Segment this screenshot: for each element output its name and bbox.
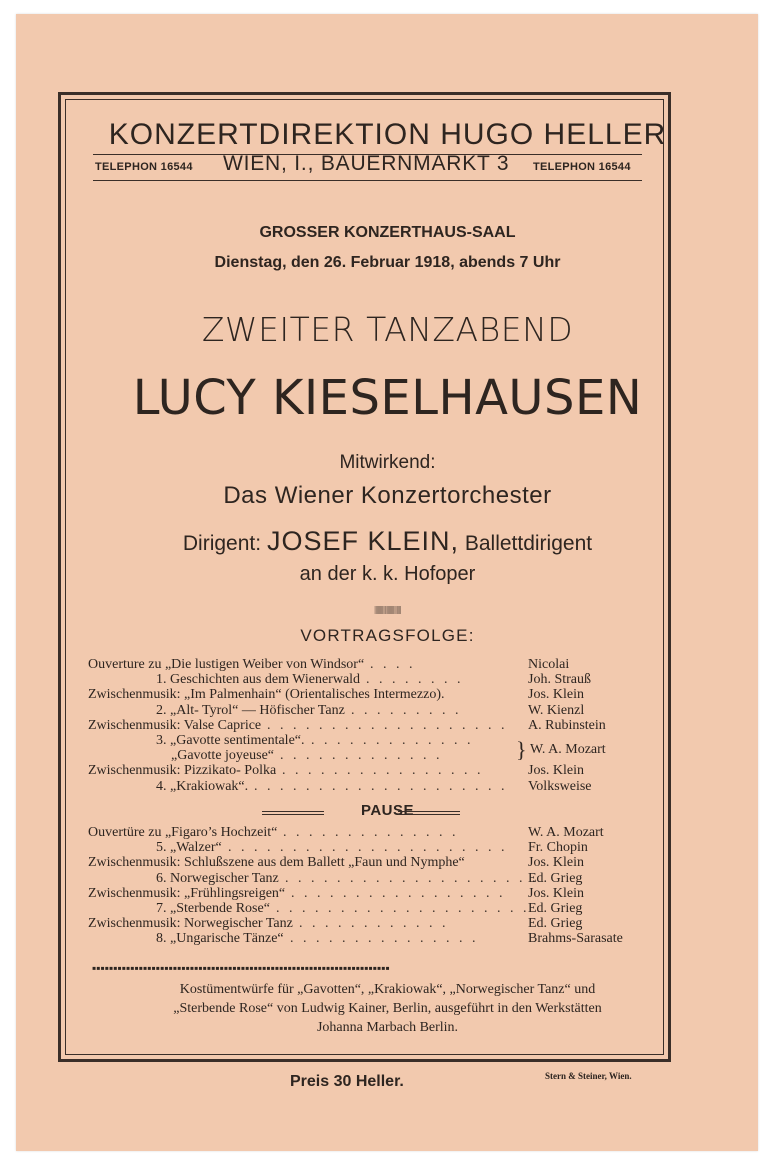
program-title: VORTRAGSFOLGE:	[300, 626, 475, 645]
program-row	[88, 718, 643, 734]
program-piece: 7. „Sterbende Rose“	[156, 901, 270, 916]
leader-dots: . . . . . . . . . . . . . . . . . . . .	[285, 870, 539, 886]
leader-dots: . . . . . . . . . . . . . . . . . . . . . .	[228, 840, 508, 856]
orchestra-name: Das Wiener Konzertorchester	[223, 482, 552, 509]
costume-note-line-1: Kostümentwürfe für „Gavotten“, „Krakiowak“, „Norwegischer Tanz“ und	[179, 982, 596, 997]
program-composer: Brahms-Sarasate	[528, 931, 623, 947]
program-row	[88, 855, 643, 871]
leader-dots	[451, 687, 522, 703]
pause-rule-right-a	[398, 811, 460, 812]
conductor-role: Ballettdirigent	[464, 532, 593, 555]
mozart-pair-composer: W. A. Mozart	[530, 742, 606, 757]
program-composer: Nicolai	[528, 657, 570, 672]
program-composer: Jos. Klein	[528, 855, 584, 871]
dotted-separator: ▪▪▪▪▪▪▪▪▪▪▪▪▪▪▪▪▪▪▪▪▪▪▪▪▪▪▪▪▪▪▪▪▪▪▪▪▪▪▪▪▪▪▪▪▪▪▪▪▪▪▪▪▪▪▪▪▪▪▪▪▪▪▪▪▪▪▪▪▪▪	[92, 961, 390, 975]
participants-label: Mitwirkend:	[339, 452, 436, 473]
program-composer: Jos. Klein	[528, 687, 584, 703]
program-piece: Zwischenmusik: „Im Palmenhain“ (Orientalisches Intermezzo).	[88, 687, 445, 703]
leader-dots: . . . . . . . . . . . . . . . . . . . .	[254, 778, 508, 794]
program-piece: 1. Geschichten aus dem Wienerwald	[156, 672, 361, 688]
leader-dots: . . . . . . . . . . . . . . .	[290, 931, 479, 947]
event-date: Dienstag, den 26. Februar 1918, abends 7 Uhr	[214, 254, 561, 271]
conductor-name: JOSEF KLEIN,	[266, 526, 459, 556]
leader-dots	[471, 855, 522, 871]
venue: GROSSER KONZERTHAUS-SAAL	[259, 224, 516, 241]
program-composer: Jos. Klein	[528, 885, 584, 901]
program-row	[88, 840, 643, 856]
program-row	[88, 703, 643, 719]
agency-title: KONZERTDIREKTION HUGO HELLER	[108, 118, 667, 151]
program-piece: Ouvertüre zu „Figaro’s Hochzeit“	[88, 825, 278, 840]
telephone-left: TELEPHON 16544	[95, 161, 193, 173]
program-piece: 4. „Krakiowak“.	[156, 778, 249, 794]
pause-label: PAUSE	[360, 802, 415, 819]
program-piece: Zwischenmusik: Pizzikato- Polka	[88, 763, 277, 779]
program-row	[88, 672, 643, 688]
program-row	[88, 657, 643, 673]
program-piece: 3. „Gavotte sentimentale“.	[156, 733, 305, 748]
program-row	[88, 779, 643, 795]
price: Preis 30 Heller.	[290, 1073, 404, 1090]
program-piece: Zwischenmusik: Schlußszene aus dem Ballett „Faun und Nymphe“	[88, 855, 465, 871]
brace: }	[516, 737, 527, 762]
program-piece: 2. „Alt- Tyrol“ — Höfischer Tanz	[156, 702, 345, 718]
program-composer: Fr. Chopin	[528, 840, 588, 856]
program-piece: Zwischenmusik: „Frühlingsreigen“	[88, 885, 286, 901]
artist-name: LUCY KIESELHAUSEN	[132, 370, 643, 426]
pause-rule-right-b	[398, 814, 460, 815]
program-composer: A. Rubinstein	[528, 717, 606, 733]
program-composer: Joh. Strauß	[528, 672, 591, 688]
program-composer: Volksweise	[528, 778, 592, 794]
program-composer: Ed. Grieg	[528, 870, 583, 886]
leader-dots: . . . . . . . . . . . . . . . . . . .	[267, 717, 508, 733]
program-piece: 6. Norwegischer Tanz	[156, 870, 279, 886]
leader-dots: . . . . . . . . . . . . . .	[283, 825, 459, 840]
program-piece: Zwischenmusik: Norwegischer Tanz	[88, 916, 293, 932]
conductor-prefix: Dirigent:	[182, 532, 262, 555]
program-composer: Jos. Klein	[528, 763, 584, 779]
program-row	[88, 901, 643, 917]
program-piece: „Gavotte joyeuse“	[171, 748, 275, 764]
event-title: ZWEITER TANZABEND	[201, 310, 574, 349]
leader-dots: . . . . . . . . . . . . . . . . .	[291, 885, 506, 901]
leader-dots: . . . .	[370, 657, 416, 672]
program-composer: W. A. Mozart	[528, 825, 604, 840]
program-row	[88, 931, 643, 947]
conductor-role-2: an der k. k. Hofoper	[299, 563, 476, 585]
program-piece: 8. „Ungarische Tänze“	[156, 931, 284, 947]
program-row	[88, 825, 643, 841]
header-rule-bottom	[93, 180, 642, 181]
leader-dots: . . . . . . . . . . . . . . . .	[282, 763, 484, 779]
leader-dots: . . . . . . . .	[366, 672, 464, 688]
ornament: ||||||||||||||||||||||||	[374, 605, 401, 614]
program-row	[88, 687, 643, 703]
program-piece: Zwischenmusik: Valse Caprice	[88, 717, 262, 733]
printer: Stern & Steiner, Wien.	[545, 1071, 632, 1081]
program-row	[88, 886, 643, 902]
program-piece: Ouverture zu „Die lustigen Weiber von Windsor“	[88, 657, 365, 672]
program-row	[88, 916, 643, 932]
conductor-line	[0, 526, 775, 557]
leader-dots: . . . . . . . . . . . .	[299, 916, 449, 932]
leader-dots: . . . . . . . . . . . . .	[311, 733, 474, 748]
program-row	[88, 871, 643, 887]
costume-note-line-3: Johanna Marbach Berlin.	[316, 1020, 459, 1035]
leader-dots: . . . . . . . . . . . . .	[280, 748, 443, 764]
leader-dots: . . . . . . . . .	[351, 702, 462, 718]
leader-dots: . . . . . . . . . . . . . . . . . . . .	[276, 901, 530, 916]
costume-note-line-2: „Sterbende Rose“ von Ludwig Kainer, Berlin, ausgeführt in den Werkstätten	[173, 1001, 602, 1016]
program-composer: W. Kienzl	[528, 702, 585, 718]
program-piece: 5. „Walzer“	[156, 840, 222, 856]
program-composer: Ed. Grieg	[528, 916, 583, 932]
program-row	[88, 763, 643, 779]
telephone-right: TELEPHON 16544	[533, 161, 631, 173]
program-composer: Ed. Grieg	[528, 901, 583, 916]
address: WIEN, I., BAUERNMARKT 3	[223, 152, 510, 175]
